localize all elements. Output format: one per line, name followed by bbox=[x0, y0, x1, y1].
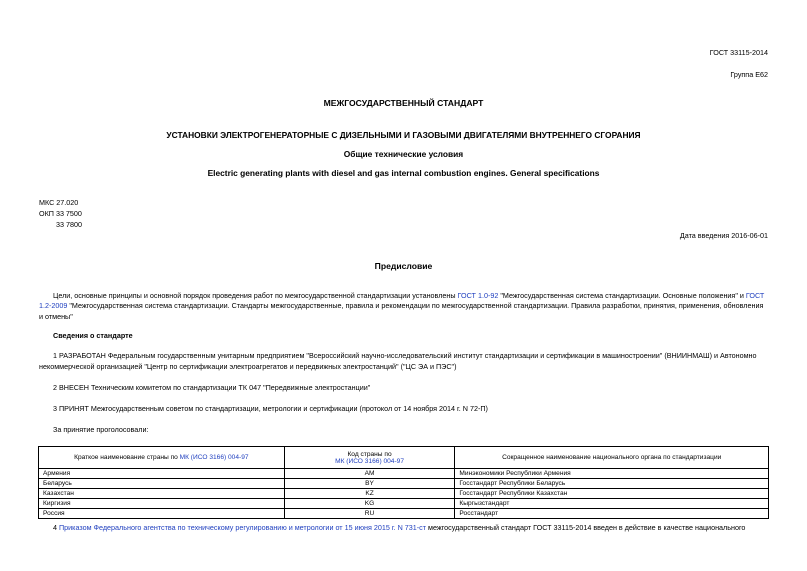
item-4-number: 4 bbox=[53, 523, 59, 532]
country-cell: Россия bbox=[39, 509, 285, 519]
column-header-body: Сокращенное наименование национального органа по стандартизации bbox=[455, 447, 769, 469]
voted-label: За принятие проголосовали: bbox=[53, 425, 149, 434]
code-cell: AM bbox=[284, 469, 455, 479]
body-cell: Госстандарт Республики Казахстан bbox=[455, 489, 769, 499]
body-cell: Минэкономики Республики Армения bbox=[455, 469, 769, 479]
standard-subtitle-ru: Общие технические условия bbox=[343, 149, 464, 159]
preface-text-c: "Межгосударственная система стандартизации. Стандарты межгосударственные, правила и рекомендации по межгосударственной стандартизации. Правила разработки, принятия, применения, обновления и отмены" bbox=[39, 301, 764, 321]
mk-iso-link[interactable]: МК (ИСО 3166) 004-97 bbox=[179, 454, 249, 461]
body-cell: Росстандарт bbox=[455, 509, 769, 519]
group-code: Группа Е62 bbox=[730, 70, 768, 79]
vote-table bbox=[38, 446, 769, 519]
column-header-code bbox=[284, 447, 455, 469]
body-cell: Госстандарт Республики Беларусь bbox=[455, 479, 769, 489]
mk-iso-link[interactable]: МК (ИСО 3166) 004-97 bbox=[335, 457, 404, 465]
standard-info-heading: Сведения о стандарте bbox=[53, 331, 133, 340]
preface-text-b: "Межгосударственная система стандартизации. Основные положения" и bbox=[498, 291, 746, 300]
table-row bbox=[39, 469, 769, 479]
okp-code-1: ОКП 33 7500 bbox=[39, 209, 82, 218]
gost-1-2-link[interactable]: ГОСТ 1.2-2009 bbox=[39, 291, 765, 311]
standard-title-ru: УСТАНОВКИ ЭЛЕКТРОГЕНЕРАТОРНЫЕ С ДИЗЕЛЬНЫМИ И ГАЗОВЫМИ ДВИГАТЕЛЯМИ ВНУТРЕННЕГО СГОРАНИЯ bbox=[166, 130, 641, 140]
rosstandart-order-link[interactable]: Приказом Федерального агентства по техническому регулированию и метрологии от 15 июня 2015 г. N 731-ст bbox=[59, 523, 427, 532]
column-header-country bbox=[39, 447, 285, 469]
preface-heading: Предисловие bbox=[374, 261, 433, 271]
item-2-introduced: 2 ВНЕСЕН Техническим комитетом по стандартизации ТК 047 "Передвижные электростанции" bbox=[53, 383, 371, 392]
mks-code: МКС 27.020 bbox=[39, 198, 79, 207]
item-4-enacted bbox=[53, 523, 745, 532]
code-cell: KZ bbox=[284, 489, 455, 499]
country-cell: Беларусь bbox=[39, 479, 285, 489]
code-cell: BY bbox=[284, 479, 455, 489]
preface-text-a: Цели, основные принципы и основной порядок проведения работ по межгосударственной стандартизации установлены bbox=[53, 291, 458, 300]
table-row bbox=[39, 489, 769, 499]
standard-code: ГОСТ 33115-2014 bbox=[709, 48, 768, 57]
table-row bbox=[39, 479, 769, 489]
code-cell: KG bbox=[284, 499, 455, 509]
vote-table-header bbox=[39, 447, 769, 469]
standard-title-en: Electric generating plants with diesel and gas internal combustion engines. General specifications bbox=[207, 168, 600, 178]
code-cell: RU bbox=[284, 509, 455, 519]
preface-paragraph bbox=[39, 291, 769, 322]
country-cell: Казахстан bbox=[39, 489, 285, 499]
country-cell: Армения bbox=[39, 469, 285, 479]
column-header-country-text: Краткое наименование страны по bbox=[74, 454, 180, 461]
body-cell: Кыргызстандарт bbox=[455, 499, 769, 509]
intro-date: Дата введения 2016-06-01 bbox=[679, 231, 768, 240]
standard-type: МЕЖГОСУДАРСТВЕННЫЙ СТАНДАРТ bbox=[323, 98, 484, 108]
item-1-developed: 1 РАЗРАБОТАН Федеральным государственным унитарным предприятием "Всероссийский научно-исследовательский институт стандартизации и сертификации в машиностроении" (ВНИИНМАШ) и Автономно некоммерческой организацией "Центр по сертификации электроагрегатов и передвижных электростанций" ("ЦС ЭА и ПЭС") bbox=[39, 351, 757, 371]
table-row bbox=[39, 509, 769, 519]
gost-1-0-link[interactable]: ГОСТ 1.0-92 bbox=[457, 291, 499, 300]
item-3-adopted: 3 ПРИНЯТ Межгосударственным советом по стандартизации, метрологии и сертификации (протокол от 14 ноября 2014 г. N 72-П) bbox=[53, 404, 488, 413]
item-4-text: межгосударственный стандарт ГОСТ 33115-2014 введен в действие в качестве национального bbox=[426, 523, 746, 532]
table-row bbox=[39, 499, 769, 509]
column-header-code-text: Код страны по bbox=[347, 450, 392, 458]
okp-code-2: 33 7800 bbox=[56, 220, 82, 229]
country-cell: Киргизия bbox=[39, 499, 285, 509]
